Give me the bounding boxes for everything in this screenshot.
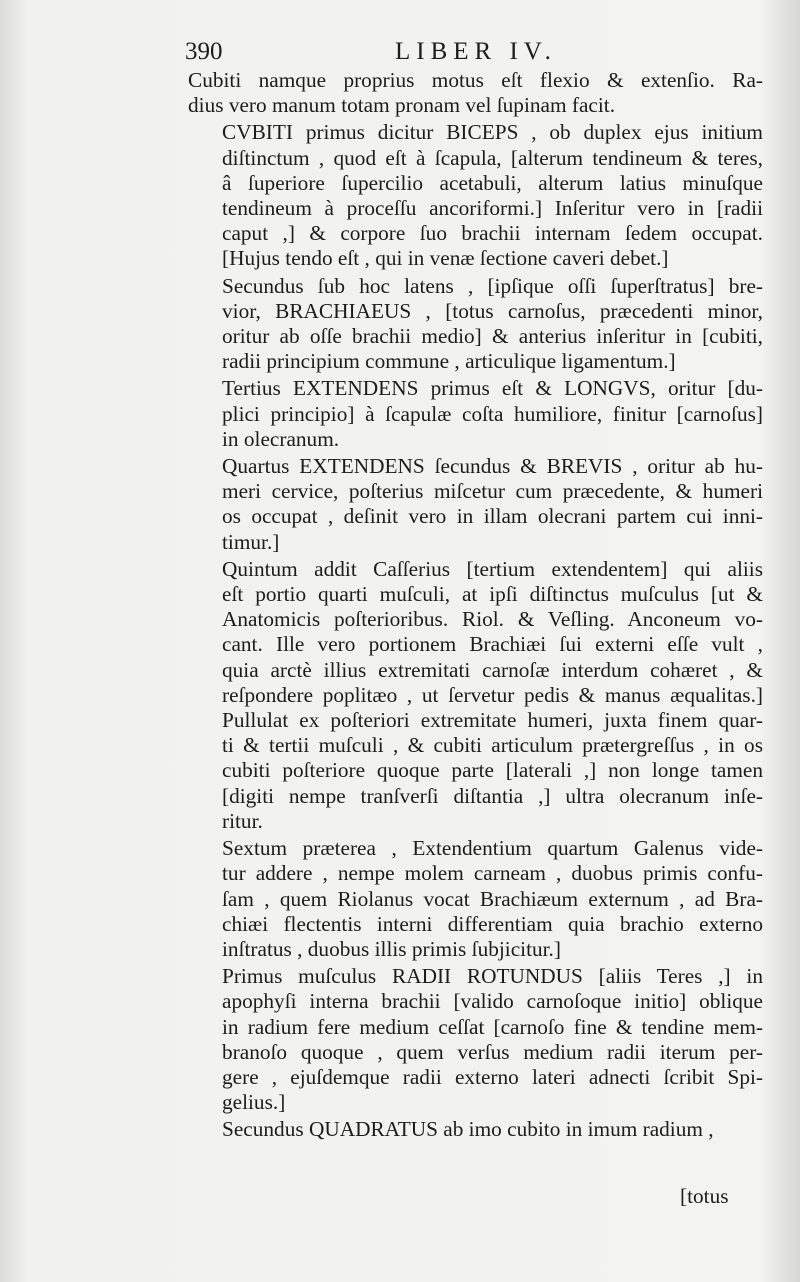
text-line: Pullulat ex poſteriori extremitate humeri, juxta finem quar- — [222, 708, 763, 733]
text-line: apophyſi interna brachii [valido carnoſoque initio] oblique — [222, 989, 763, 1014]
text-line: plici principio] à ſcapulæ coſta humiliore, finitur [carnoſus] — [222, 401, 763, 426]
body-text — [188, 68, 763, 1145]
paragraph — [188, 1117, 763, 1142]
text-line: inſtratus , duobus illis primis ſubjicitur.] — [222, 936, 561, 961]
text-line: chiæi flectentis interni differentiam quia brachio externo — [222, 911, 763, 936]
text-line: Anatomicis poſterioribus. Riol. & Veſling. Anconeum vo- — [222, 607, 763, 632]
text-line: cubiti poſteriore quoque parte [laterali ,] non longe tamen — [222, 758, 763, 783]
text-line: CVBITI primus dicitur BICEPS , ob duplex ejus initium — [222, 120, 763, 145]
text-line: timur.] — [222, 529, 280, 554]
text-line: eſt portio quarti muſculi, at ipſi diſtinctus muſculus [ut & — [222, 582, 763, 607]
paragraph — [188, 836, 763, 962]
catchword: [totus — [680, 1184, 729, 1208]
paragraph — [188, 557, 763, 834]
paragraph — [188, 274, 763, 375]
text-line: ritur. — [222, 808, 263, 833]
text-line: caput ,] & corpore ſuo brachii internam ſedem occupat. — [222, 221, 763, 246]
text-line: oritur ab oſſe brachii medio] & anterius inſeritur in [cubiti, — [222, 324, 763, 349]
paragraph — [188, 120, 763, 271]
text-line: [digiti nempe tranſverſi diſtantia ,] ultra olecranum inſe- — [222, 783, 763, 808]
page-header — [185, 38, 755, 68]
text-line: Tertius EXTENDENS primus eſt & LONGVS, oritur [du- — [222, 376, 763, 401]
text-line: Secundus ſub hoc latens , [ipſique oſſi ſuperſtratus] bre- — [222, 273, 763, 298]
text-line: tur addere , nempe molem carneam , duobus primis confu- — [222, 861, 763, 886]
text-line: vior, BRACHIAEUS , [totus carnoſus, præcedenti minor, — [222, 298, 763, 323]
text-line: os occupat , deſinit vero in illam olecrani partem cui inni- — [222, 504, 763, 529]
text-line: in olecranum. — [222, 426, 340, 451]
text-line: gelius.] — [222, 1090, 286, 1115]
text-line: radii principium commune , articulique ligamentum.] — [222, 349, 676, 374]
text-line: Sextum præterea , Extendentium quartum Galenus vide- — [222, 836, 763, 861]
paragraph — [188, 376, 763, 452]
text-line: reſpondere poplitæo , ut ſervetur pedis & manus æqualitas.] — [222, 682, 763, 707]
text-line: Cubiti namque proprius motus eſt flexio & extenſio. Ra- — [188, 68, 763, 92]
page-number: 390 — [185, 38, 223, 65]
text-line: Quartus EXTENDENS ſecundus & BREVIS , oritur ab hu- — [222, 454, 763, 479]
text-line: ti & tertii muſculi , & cubiti articulum prætergreſſus , in os — [222, 733, 763, 758]
text-line: [Hujus tendo eſt , qui in venæ ſectione caveri debet.] — [222, 246, 669, 271]
text-line: â ſuperiore ſupercilio acetabuli, alterum latius minuſque — [222, 170, 763, 195]
running-title: LIBER IV. — [395, 38, 557, 65]
text-line: tendineum à proceſſu ancoriformi.] Inſeritur vero in [radii — [222, 196, 763, 221]
text-line: Secundus QUADRATUS ab imo cubito in imum radium , — [222, 1117, 714, 1142]
text-line: cant. Ille vero portionem Brachiæi ſui externi eſſe vult , — [222, 632, 763, 657]
text-line: diſtinctum , quod eſt à ſcapula, [alterum tendineum & teres, — [222, 145, 763, 170]
paragraph — [188, 964, 763, 1115]
text-line: in radium fere medium ceſſat [carnoſo fine & tendine mem- — [222, 1014, 763, 1039]
text-line: gere , ejuſdemque radii externo lateri adnecti ſcribit Spi- — [222, 1064, 763, 1089]
text-line: Quintum addit Caſſerius [tertium extendentem] qui aliis — [222, 556, 763, 581]
paragraph — [188, 68, 763, 118]
text-line: dius vero manum totam pronam vel ſupinam facit. — [188, 93, 616, 118]
text-line: branoſo quoque , quem verſus medium radii iterum per- — [222, 1039, 763, 1064]
paragraph — [188, 454, 763, 555]
text-line: quia arctè illius extremitati carnoſæ interdum cohæret , & — [222, 657, 763, 682]
text-line: ſam , quem Riolanus vocat Brachiæum externum , ad Bra- — [222, 886, 763, 911]
text-line: meri cervice, poſterius miſcetur cum præcedente, & humeri — [222, 479, 763, 504]
text-line: Primus muſculus RADII ROTUNDUS [aliis Teres ,] in — [222, 964, 763, 989]
